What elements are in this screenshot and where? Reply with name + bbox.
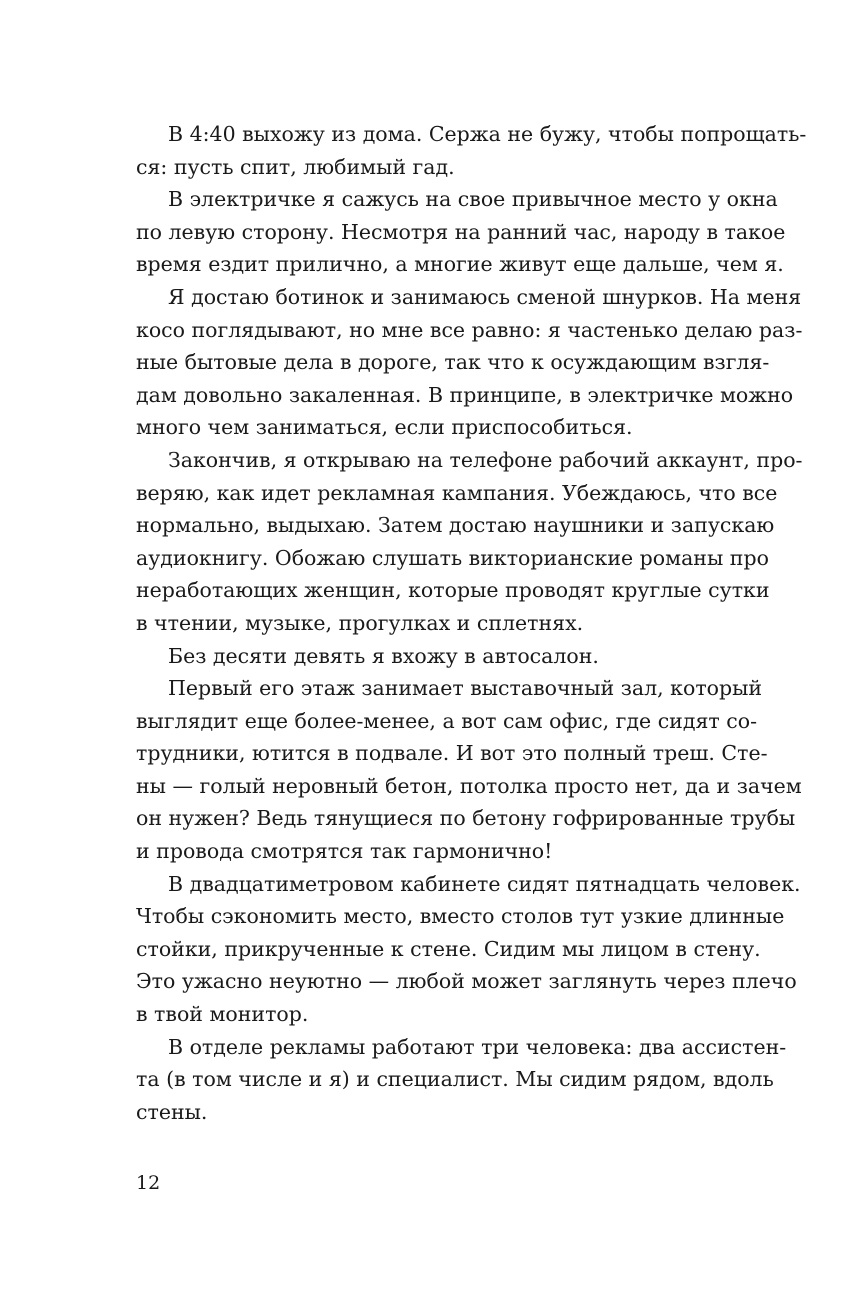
text-line: в твой монитор. (136, 1002, 309, 1027)
text-line: по левую сторону. Несмотря на ранний час, народу в такое (136, 219, 786, 244)
page-number: 12 (136, 1172, 161, 1194)
text-line: Я достаю ботинок и занимаюсь сменой шнурков. На меня (168, 284, 802, 309)
text-line: Это ужасно неуютно — любой может заглянуть через плечо (136, 969, 797, 994)
text-line: В электричке я сажусь на свое привычное место у окна (168, 187, 778, 212)
text-line: дам довольно закаленная. В принципе, в электричке можно (136, 382, 794, 407)
text-line: аудиокнигу. Обожаю слушать викторианские романы про (136, 545, 769, 570)
text-line: Чтобы сэкономить место, вместо столов тут узкие длинные (136, 904, 785, 929)
text-line: ны — голый неровный бетон, потолка просто нет, да и зачем (136, 773, 802, 798)
text-line: та (в том числе и я) и специалист. Мы сидим рядом, вдоль (136, 1067, 774, 1092)
paragraph-4 (136, 444, 803, 640)
text-line: нормально, выдыхаю. Затем достаю наушники и запускаю (136, 513, 775, 538)
body-text (136, 118, 807, 1128)
paragraph-8 (136, 1031, 787, 1129)
text-line: трудники, ютится в подвале. И вот это полный треш. Сте- (136, 741, 768, 766)
text-line: стойки, прикрученные к стене. Сидим мы лицом в стену. (136, 936, 761, 961)
text-line: он нужен? Ведь тянущиеся по бетону гофрированные трубы (136, 806, 796, 831)
text-line: и провода смотрятся так гармонично! (136, 839, 553, 864)
text-line: Закончив, я открываю на телефоне рабочий аккаунт, про- (168, 447, 803, 472)
paragraph-5 (136, 640, 726, 673)
text-line: много чем заниматься, если приспособиться. (136, 415, 633, 440)
paragraph-6 (136, 672, 802, 868)
paragraph-3 (136, 281, 803, 444)
text-line: веряю, как идет рекламная кампания. Убеждаюсь, что все (136, 480, 778, 505)
text-line: ся: пусть спит, любимый гад. (136, 154, 455, 179)
text-line: стены. (136, 1099, 208, 1124)
text-line: В отделе рекламы работают три человека: два ассистен- (168, 1034, 787, 1059)
text-line: выглядит еще более-менее, а вот сам офис, где сидят со- (136, 708, 757, 733)
text-line: Первый его этаж занимает выставочный зал, который (168, 676, 763, 701)
paragraph-7 (136, 868, 801, 1031)
text-line: косо поглядывают, но мне все равно: я частенько делаю раз- (136, 317, 803, 342)
text-line: В двадцатиметровом кабинете сидят пятнадцать человек. (168, 871, 801, 896)
paragraph-2 (136, 183, 786, 281)
paragraph-1 (136, 118, 807, 183)
text-line: неработающих женщин, которые проводят круглые сутки (136, 578, 770, 603)
text-line: Без десяти девять я вхожу в автосалон. (168, 643, 599, 668)
text-line: в чтении, музыке, прогулках и сплетнях. (136, 610, 584, 635)
text-line: время ездит прилично, а многие живут еще дальше, чем я. (136, 252, 784, 277)
text-line: ные бытовые дела в дороге, так что к осуждающим взгля- (136, 350, 770, 375)
text-line: В 4:40 выхожу из дома. Сержа не бужу, чтобы попрощать- (168, 122, 807, 146)
